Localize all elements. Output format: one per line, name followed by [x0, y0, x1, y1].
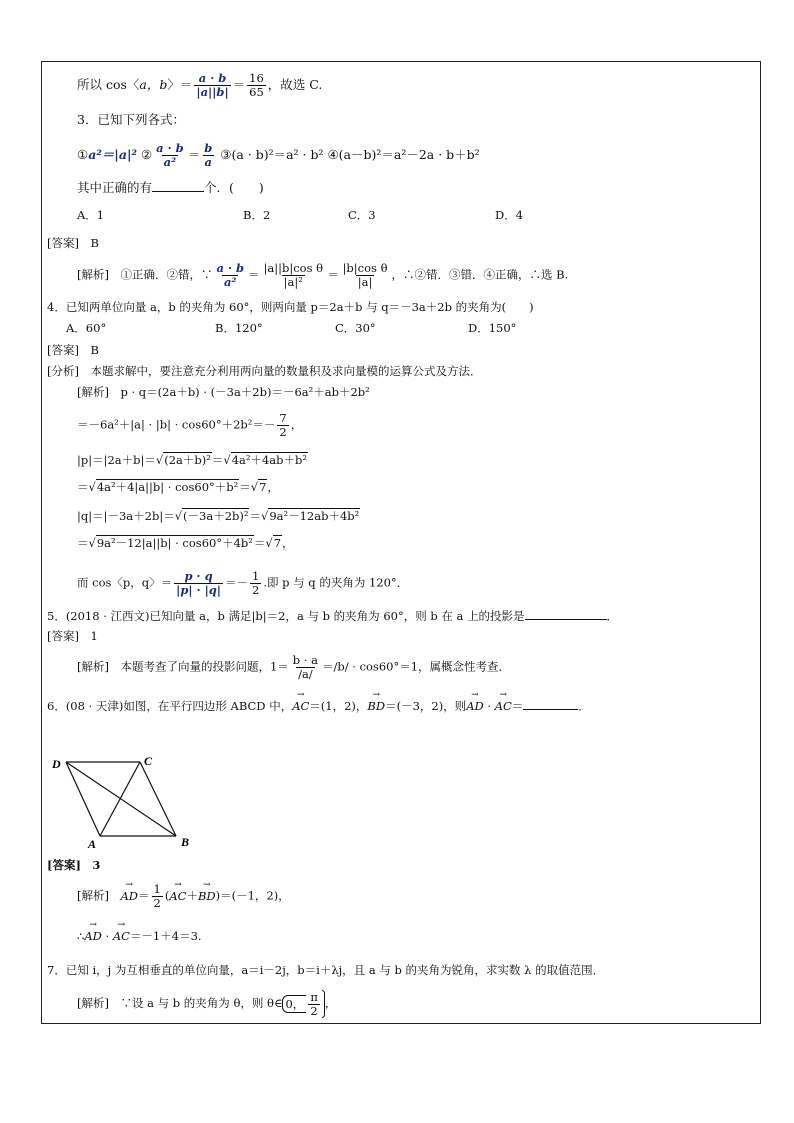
text: ②: [140, 147, 153, 162]
option-d: D．4: [495, 208, 524, 222]
fraction: [308, 991, 320, 1018]
label-a: A: [88, 837, 97, 851]
text: ＝: [327, 267, 339, 282]
text: ＝: [138, 888, 150, 903]
q4-title: 4．已知两单位向量 a，b 的夹角为 60°，则两向量 p＝2a＋b 与 q＝－3a＋2b 的夹角为( ): [47, 300, 534, 314]
numerator: a · b: [156, 141, 184, 155]
text: ∴: [77, 929, 85, 943]
vector-bd: → BD: [367, 698, 385, 714]
fraction: [174, 570, 223, 597]
option-a: A．60°: [66, 321, 107, 335]
vector-bd: → BD: [198, 888, 216, 904]
parallelogram-diagram: [48, 752, 198, 852]
fraction: [202, 142, 214, 169]
fraction: [291, 654, 320, 681]
text: ＝: [511, 699, 524, 713]
q6-result: [77, 928, 202, 944]
numerator: a · b: [216, 261, 244, 275]
text: )＝(－1，2)，: [215, 888, 290, 903]
numerator: π: [310, 989, 318, 1004]
answer-blank: [525, 608, 607, 620]
text: 〉＝: [167, 77, 193, 92]
vector-ad: → AD: [466, 698, 484, 714]
text: ＝: [187, 147, 201, 162]
radicand: 7: [273, 536, 282, 550]
vector-ac: → AC: [113, 928, 130, 944]
text: |p|＝|2a＋b|＝√: [77, 453, 164, 467]
q4-step-2: [77, 412, 302, 439]
text: ，: [290, 417, 303, 432]
text: [解析]: [77, 888, 121, 903]
label-b: B: [181, 835, 190, 849]
denominator: a²: [163, 155, 177, 169]
denominator: a²: [223, 275, 237, 289]
vector-ad: → AD: [84, 928, 102, 944]
conclusion-line: [77, 72, 322, 99]
radicand: 4a²＋4ab＋b²: [231, 453, 307, 467]
text: ＝√: [249, 509, 269, 523]
radicand: 9a²－12|a||b| · cos60°＋4b²: [96, 536, 253, 550]
text: ，: [267, 480, 279, 494]
denominator: 2: [251, 583, 260, 597]
text: a²＝|a|²: [88, 147, 137, 162]
numerator: b · a: [292, 653, 318, 667]
text: ．: [578, 699, 590, 713]
fraction: [154, 142, 186, 169]
numerator: 1: [153, 882, 161, 896]
text: ＝√: [239, 480, 259, 494]
text: 所以 cos〈: [77, 77, 140, 92]
fraction: [277, 412, 288, 439]
radicand: (－3a＋2b)²: [183, 509, 249, 523]
radicand: 4a²＋4|a||b| · cos60°＋b²: [96, 480, 239, 494]
text: .即 p 与 q 的夹角为 120°．: [263, 575, 409, 590]
q6-answer: [答案] 3: [47, 858, 101, 872]
q7-title: 7．已知 i，j 为互相垂直的单位向量，a＝i－2j，b＝i＋λj，且 a 与 b 的夹角为锐角，求实数 λ 的取值范围．: [47, 963, 605, 977]
text: ，: [324, 996, 337, 1010]
fraction: [152, 883, 163, 910]
answer-blank: [152, 180, 204, 192]
q4-answer: [答案] B: [47, 343, 99, 357]
denominator: |a|²: [283, 275, 303, 289]
text: ＝: [248, 267, 260, 282]
text: ＝－1＋4＝3.: [129, 929, 202, 943]
text: ＝－: [224, 575, 248, 590]
fraction: [247, 72, 266, 99]
text: 而 cos〈p，q〉＝: [77, 575, 173, 590]
text: ＝/b/ · cos60°＝1，属概念性考查．: [321, 659, 511, 674]
text: [解析] 本题考查了向量的投影问题，1＝: [77, 659, 289, 674]
q6-analysis: [77, 883, 290, 910]
text: ，∴②错．③错．④正确，∴选 B.: [391, 267, 569, 282]
fraction: [250, 570, 261, 597]
q7-analysis: [77, 990, 336, 1018]
radicand: 9a²－12ab＋4b²: [269, 509, 360, 523]
text: ·: [101, 929, 113, 943]
q5-answer: [答案] 1: [47, 629, 98, 643]
text: 6．(08 · 天津)如图，在平行四边形 ABCD 中，: [47, 699, 293, 713]
text: 其中正确的有: [77, 180, 153, 195]
denominator: |p| · |q|: [176, 583, 221, 597]
numerator: 1: [251, 569, 260, 583]
text: [解析] ①正确．②错，∵: [77, 267, 213, 282]
radicand: 7: [259, 480, 267, 494]
text: 个．( ): [204, 180, 264, 195]
text: (: [164, 888, 170, 903]
numerator: 7: [279, 411, 287, 425]
denominator: |a||b|: [196, 85, 229, 99]
denominator: 65: [249, 85, 264, 99]
text: ＝(1，2)，: [309, 699, 368, 713]
option-a: A．1: [77, 208, 105, 222]
q3-answer: [答案] B: [47, 236, 99, 250]
fraction: [194, 72, 230, 99]
text: ④(a－b)²＝a²－2a · b＋b²: [327, 147, 480, 162]
text: ＋: [186, 888, 198, 903]
text: ，故选 C.: [267, 77, 323, 92]
q4-step-6: [77, 535, 294, 551]
q6-title: [47, 698, 590, 714]
text: 5．(2018 · 江西文)已知向量 a，b 满足|b|＝2，a 与 b 的夹角为 60°，则 b 在 a 上的投影是: [47, 609, 525, 623]
option-c: C．30°: [335, 321, 376, 335]
text: ＝√: [253, 536, 273, 550]
text: [解析] ∵设 a 与 b 的夹角为 θ，则 θ∈: [77, 996, 283, 1010]
numerator: p · q: [184, 569, 213, 583]
q5-title: [47, 608, 618, 624]
text: ．: [606, 609, 619, 623]
q4-step-1: [解析] p · q＝(2a＋b) · (－3a＋2b)＝－6a²＋ab＋2b²: [77, 385, 370, 399]
fraction: [262, 262, 326, 289]
option-c: C．3: [348, 208, 376, 222]
q3-title: 3．已知下列各式：: [77, 112, 185, 127]
text: ＝－6a²＋|a| · |b| · cos60°＋2b²＝－: [77, 417, 276, 432]
label-d: D: [52, 757, 61, 771]
denominator: |a|: [357, 275, 373, 289]
numerator: 16: [249, 71, 264, 85]
denominator: 2: [310, 1003, 318, 1018]
text: ③(a · b)²＝a² · b²: [220, 147, 324, 162]
interval-open: 0，: [282, 995, 306, 1013]
text: ＝√: [77, 536, 96, 550]
text: ①: [77, 147, 89, 162]
option-b: B．2: [243, 208, 271, 222]
text: ·: [483, 699, 495, 713]
q5-analysis: [77, 654, 510, 681]
q3-formulas: [77, 142, 480, 169]
radicand: (2a＋b)²: [164, 453, 211, 467]
vector-ac: → AC: [169, 888, 186, 904]
denominator: /a/: [298, 667, 313, 681]
q3-stem: [77, 180, 264, 196]
text: |q|＝|－3a＋2b|＝√: [77, 509, 183, 523]
numerator: |a||b|cos θ: [263, 261, 324, 275]
text: ＝: [232, 77, 246, 92]
fraction: [341, 262, 390, 289]
vector-ac: → AC: [495, 698, 512, 714]
q4-step-3: [77, 452, 308, 468]
text: a，b: [139, 77, 168, 92]
numerator: a · b: [198, 71, 227, 85]
edge-cb: [140, 762, 176, 836]
denominator: 2: [279, 425, 287, 439]
q4-step-5: [77, 508, 360, 524]
answer-blank: [523, 698, 578, 710]
text: ＝(－3，2)，则: [385, 699, 467, 713]
option-b: B．120°: [215, 321, 263, 335]
q4-analysis-summary: [分析] 本题求解中，要注意充分利用两向量的数量积及求向量模的运算公式及方法．: [47, 364, 482, 378]
vector-ac: → AC: [292, 698, 309, 714]
q4-step-4: [77, 479, 279, 495]
q3-analysis: [77, 262, 568, 289]
text: ，: [282, 536, 294, 550]
vector-ad: → AD: [120, 888, 138, 904]
q4-step-7: [77, 570, 408, 597]
numerator: |b|cos θ: [342, 261, 388, 275]
denominator: a: [204, 155, 212, 169]
text: ＝√: [211, 453, 231, 467]
text: ＝√: [77, 480, 96, 494]
label-c: C: [144, 754, 153, 768]
numerator: b: [204, 141, 213, 155]
option-d: D．150°: [468, 321, 517, 335]
fraction: [214, 262, 246, 289]
denominator: 2: [153, 896, 161, 910]
